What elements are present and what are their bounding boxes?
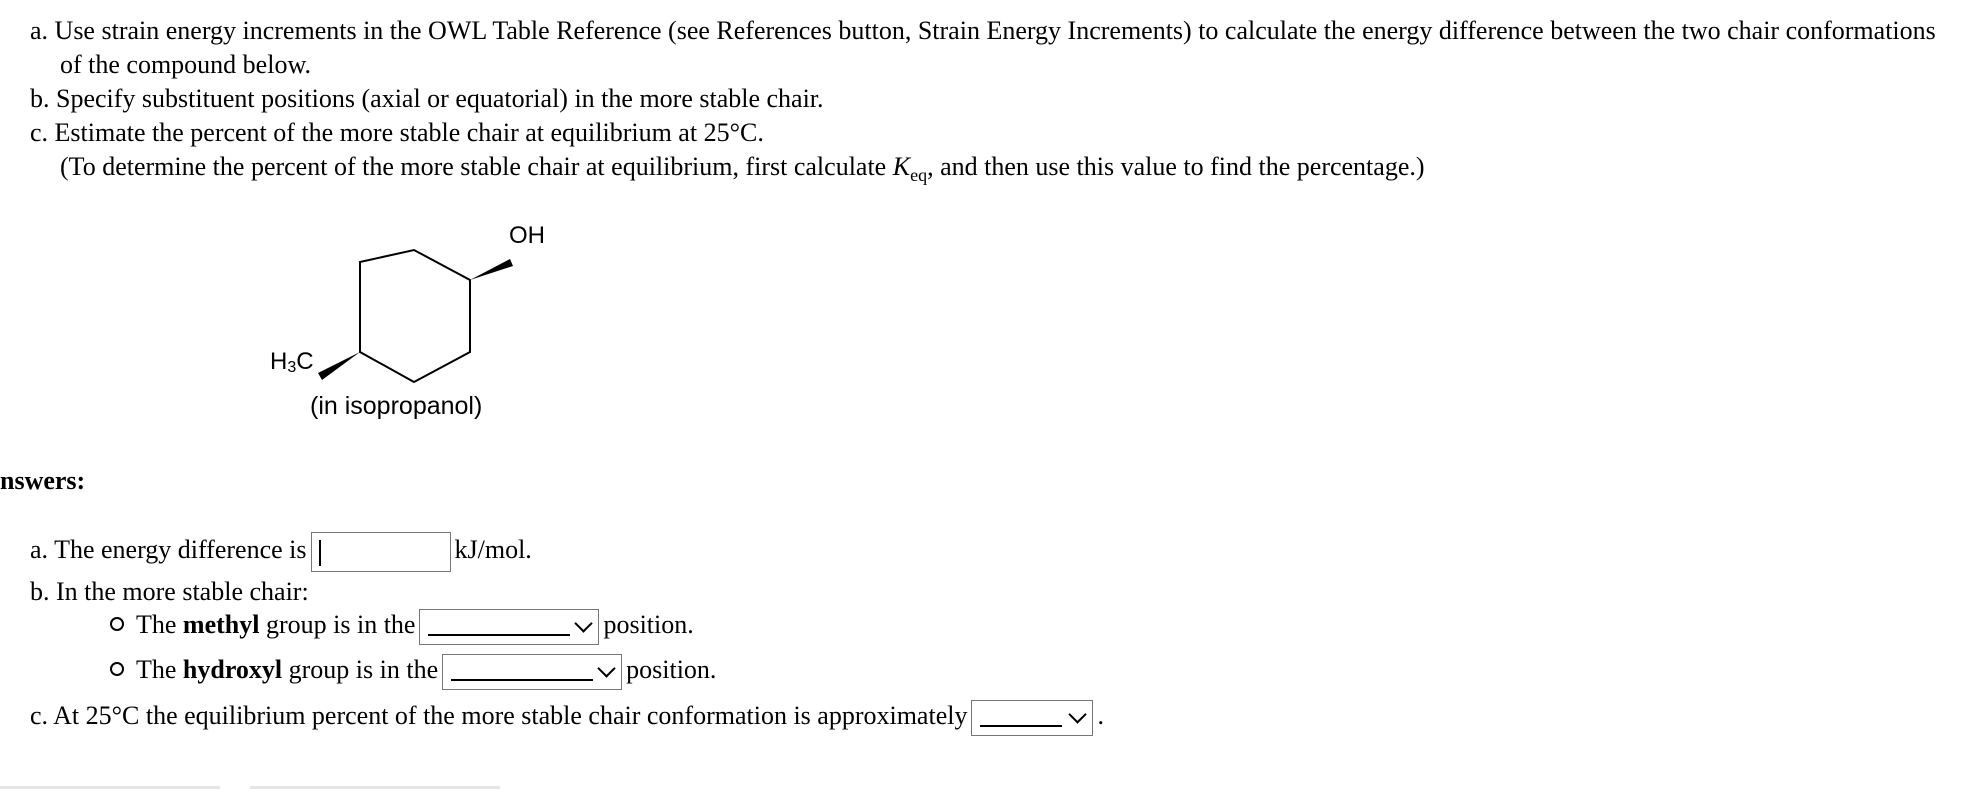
question-text: [30, 14, 1945, 184]
question-part-b: b. Specify substituent positions (axial or equatorial) in the more stable chair.: [30, 84, 824, 113]
answer-a-label: a. The energy difference is: [30, 534, 307, 564]
methyl-position-row: The methyl group is in the position.: [110, 609, 694, 645]
chevron-down-icon: [575, 614, 593, 632]
note-text-after: , and then use this value to find the percentage.): [927, 152, 1425, 181]
question-part-a: a. Use strain energy increments in the OWL Table Reference (see References button, Strain Energy Increments) to calculate the energy difference between the two chair conformations of the compound below.: [30, 16, 1936, 79]
answer-c-label: c. At 25°C the equilibrium percent of the more stable chair conformation is approximately: [30, 701, 968, 730]
energy-difference-input[interactable]: [311, 532, 451, 572]
hydroxyl-position-row: The hydroxyl group is in the position.: [110, 654, 716, 690]
answer-c-row: c. At 25°C the equilibrium percent of the more stable chair conformation is approximately .: [30, 700, 1104, 736]
molecule-caption: (in isopropanol): [310, 392, 483, 420]
oh-label: OH: [509, 222, 545, 249]
methyl-position-select[interactable]: [419, 609, 599, 645]
bullet-icon: [110, 662, 124, 676]
question-part-c: c. Estimate the percent of the more stable chair at equilibrium at 25°C.: [30, 118, 764, 147]
h3c-label: $H_3C$: [270, 348, 314, 376]
ch3-wedge-bond: [318, 352, 360, 380]
question-note: [30, 150, 1945, 184]
answer-b-label: b. In the more stable chair:: [30, 577, 309, 606]
chevron-down-icon: [597, 659, 615, 677]
answer-a-unit: kJ/mol.: [454, 534, 532, 564]
equilibrium-percent-select[interactable]: [971, 700, 1093, 736]
footer-divider: [0, 786, 220, 789]
hydroxyl-position-select[interactable]: [442, 654, 622, 690]
bullet-icon: [110, 617, 124, 631]
answer-a-row: [30, 532, 532, 572]
oh-wedge-bond: [470, 259, 513, 280]
footer-divider: [250, 786, 500, 789]
cyclohexane-ring: [360, 250, 470, 382]
note-text-before: (To determine the percent of the more stable chair at equilibrium, first calculate: [60, 152, 887, 181]
keq-symbol: $K_{eq}$: [892, 152, 928, 185]
answers-heading: nswers:: [0, 466, 86, 495]
chevron-down-icon: [1069, 705, 1087, 723]
